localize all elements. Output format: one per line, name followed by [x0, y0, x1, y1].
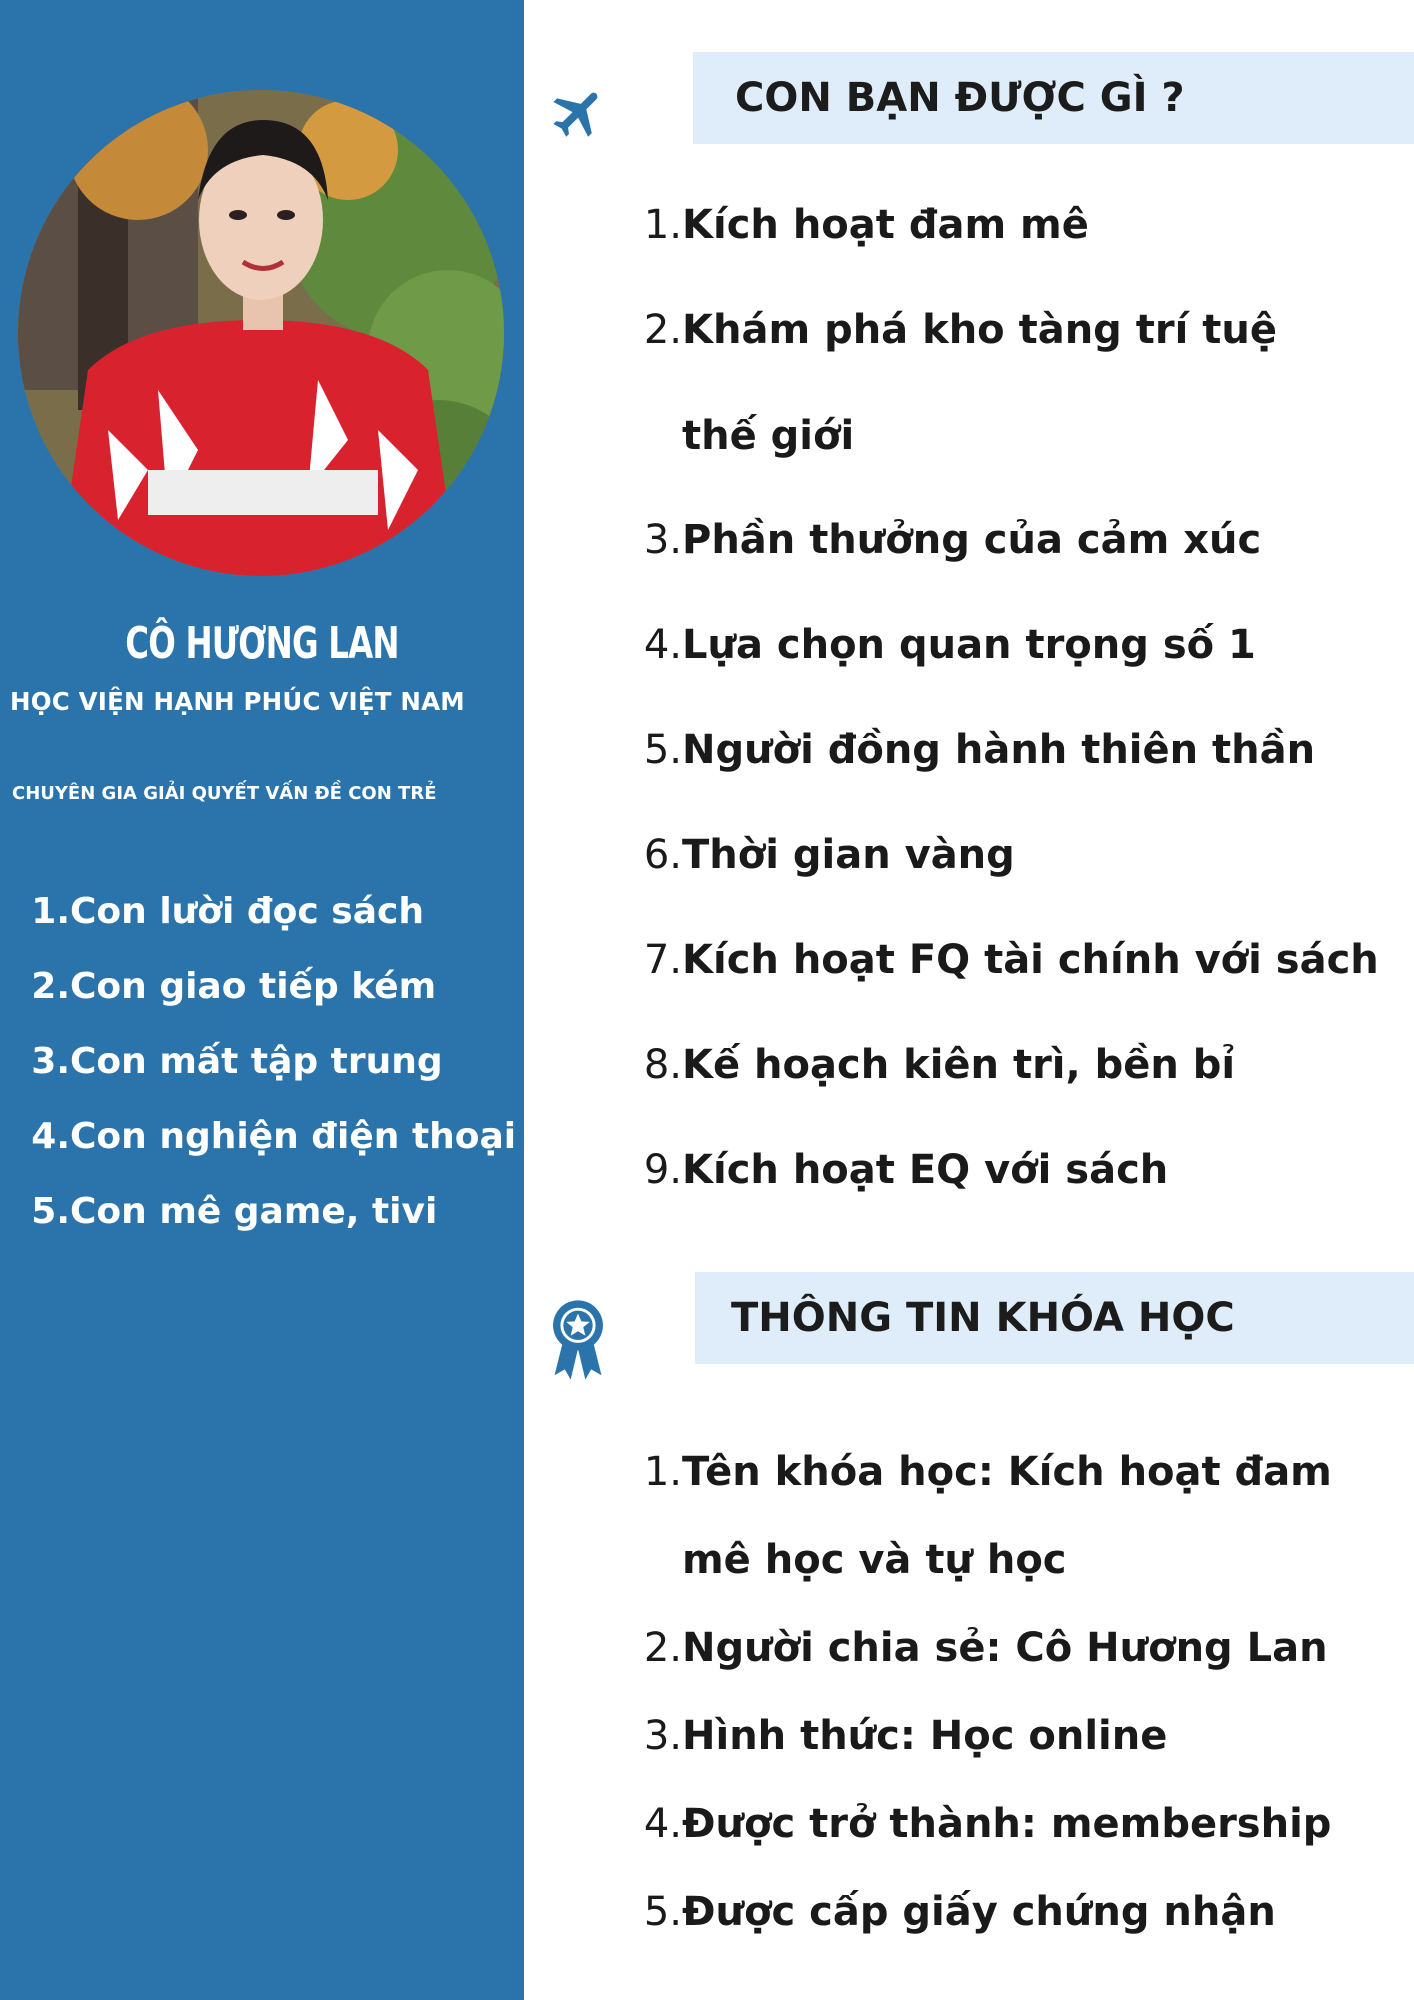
benefit-item: 4. Lựa chọn quan trọng số 1	[643, 622, 1256, 668]
course-heading	[695, 1272, 1414, 1364]
problem-item: 2. Con giao tiếp kém	[31, 966, 437, 1007]
problem-list	[30, 884, 524, 1259]
benefit-item: 2. Khám phá kho tàng trí tuệ thế giới	[643, 307, 1277, 459]
course-title: THÔNG TIN KHÓA HỌC	[731, 1295, 1235, 1341]
benefits-title: CON BẠN ĐƯỢC GÌ ?	[735, 75, 1185, 121]
organization-name: HỌC VIỆN HẠNH PHÚC VIỆT NAM	[10, 687, 465, 716]
benefits-list	[640, 195, 1400, 1245]
course-info-item: 2. Người chia sẻ: Cô Hương Lan	[643, 1625, 1328, 1671]
benefit-item: 6. Thời gian vàng	[643, 832, 1015, 878]
course-info-item: 1. Tên khóa học: Kích hoạt đam mê học và tự học	[643, 1449, 1332, 1583]
profile-photo	[18, 90, 504, 576]
airplane-icon	[548, 82, 610, 144]
course-info-item: 4. Được trở thành: membership	[643, 1801, 1332, 1847]
benefits-heading	[693, 52, 1414, 144]
benefit-item: 5. Người đồng hành thiên thần	[643, 727, 1316, 773]
benefit-item: 3. Phần thưởng của cảm xúc	[643, 517, 1262, 563]
benefit-item: 9. Kích hoạt EQ với sách	[643, 1147, 1169, 1193]
problem-item: 5. Con mê game, tivi	[31, 1191, 438, 1232]
benefit-item: 8. Kế hoạch kiên trì, bền bỉ	[643, 1042, 1236, 1088]
problem-item: 1. Con lười đọc sách	[31, 891, 424, 932]
teacher-name: CÔ HƯƠNG LAN	[125, 618, 399, 669]
problem-item: 3. Con mất tập trung	[31, 1041, 443, 1082]
problem-item: 4. Con nghiện điện thoại	[31, 1116, 517, 1157]
benefit-item: 7. Kích hoạt FQ tài chính với sách	[643, 937, 1379, 983]
course-info-item: 3. Hình thức: Học online	[643, 1713, 1168, 1759]
benefit-item: 1. Kích hoạt đam mê	[643, 202, 1089, 248]
course-info-list	[640, 1442, 1400, 1970]
course-info-item: 5. Được cấp giấy chứng nhận	[643, 1889, 1276, 1935]
sidebar	[0, 0, 524, 2000]
award-ribbon-icon	[548, 1296, 608, 1384]
expert-title: CHUYÊN GIA GIẢI QUYẾT VẤN ĐỀ CON TRẺ	[12, 783, 437, 804]
